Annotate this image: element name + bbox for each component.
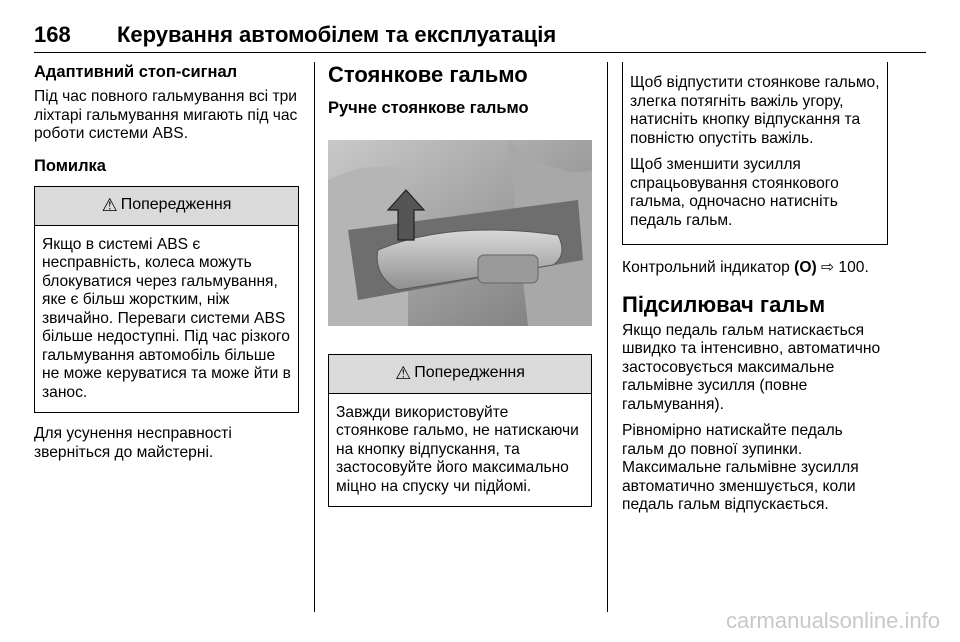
indicator-line bbox=[622, 259, 888, 278]
watermark: carmanualsonline.info bbox=[725, 608, 940, 633]
warning-triangle-icon: ⚠ bbox=[395, 363, 412, 384]
page-reference: 100. bbox=[838, 259, 869, 276]
column-divider bbox=[314, 62, 315, 612]
paragraph: Щоб зменшити зусилля спрацьовування стоянкового гальма, одночасно натисніть педаль гальм. bbox=[630, 156, 839, 229]
warning-header bbox=[35, 187, 298, 226]
brake-indicator-icon: (O) bbox=[794, 259, 817, 276]
column-3 bbox=[622, 62, 888, 523]
handbrake-illustration bbox=[328, 140, 592, 326]
warning-box bbox=[34, 186, 299, 414]
paragraph: Щоб відпустити стоянкове гальмо, злегка потягніть важіль угору, натисніть кнопку відпускання та повністю опустіть важіль. bbox=[630, 74, 880, 147]
column-1 bbox=[34, 62, 299, 470]
section-heading: Підсилювач гальм bbox=[622, 291, 826, 317]
subsection-heading: Помилка bbox=[34, 156, 106, 175]
warning-title: Попередження bbox=[120, 196, 232, 214]
paragraph: Якщо педаль гальм натискається швидко та інтенсивно, автоматично застосовується максимальне гальмівне зусилля (повне гальмування). bbox=[622, 321, 881, 413]
column-divider bbox=[607, 62, 608, 612]
paragraph: Рівномірно натискайте педаль гальм до повної зупинки. Максимальне гальмівне зусилля автоматично зменшується, коли педаль гальм відпускається. bbox=[622, 422, 859, 513]
indicator-label: Контрольний індикатор bbox=[622, 259, 790, 276]
paragraph: Для усунення несправності зверніться до майстерні. bbox=[34, 425, 232, 461]
page-number: 168 bbox=[34, 22, 71, 47]
subsection-heading: Ручне стоянкове гальмо bbox=[328, 99, 529, 117]
section-heading: Стоянкове гальмо bbox=[328, 62, 528, 87]
page-reference-arrow-icon: ⇨ bbox=[821, 259, 835, 276]
paragraph: Під час повного гальмування всі три ліхтарі гальмування мигають під час роботи системи ABS. bbox=[34, 88, 298, 142]
warning-title: Попередження bbox=[414, 364, 525, 382]
continued-warning-box bbox=[622, 62, 888, 245]
warning-text: Якщо в системі ABS є несправність, колеса можуть блокуватися через гальмування, яке є більш жорстким, ніж звичайно. Переваги системи ABS більше недоступні. Під час різкого гальмування автомобіль більше не може керуватися та може йти в занос. bbox=[42, 235, 291, 401]
chapter-title: Керування автомобілем та експлуатація bbox=[117, 22, 557, 47]
page-header bbox=[34, 22, 926, 53]
column-2 bbox=[328, 62, 592, 519]
warning-header bbox=[329, 355, 591, 394]
warning-triangle-icon: ⚠ bbox=[101, 195, 118, 216]
section-heading: Адаптивний стоп-сигнал bbox=[34, 63, 238, 81]
warning-text: Завжди використовуйте стоянкове гальмо, не натискаючи на кнопку відпускання, та застосовуйте його максимально міцно на спуску чи підйомі. bbox=[336, 403, 579, 495]
warning-box bbox=[328, 354, 592, 508]
